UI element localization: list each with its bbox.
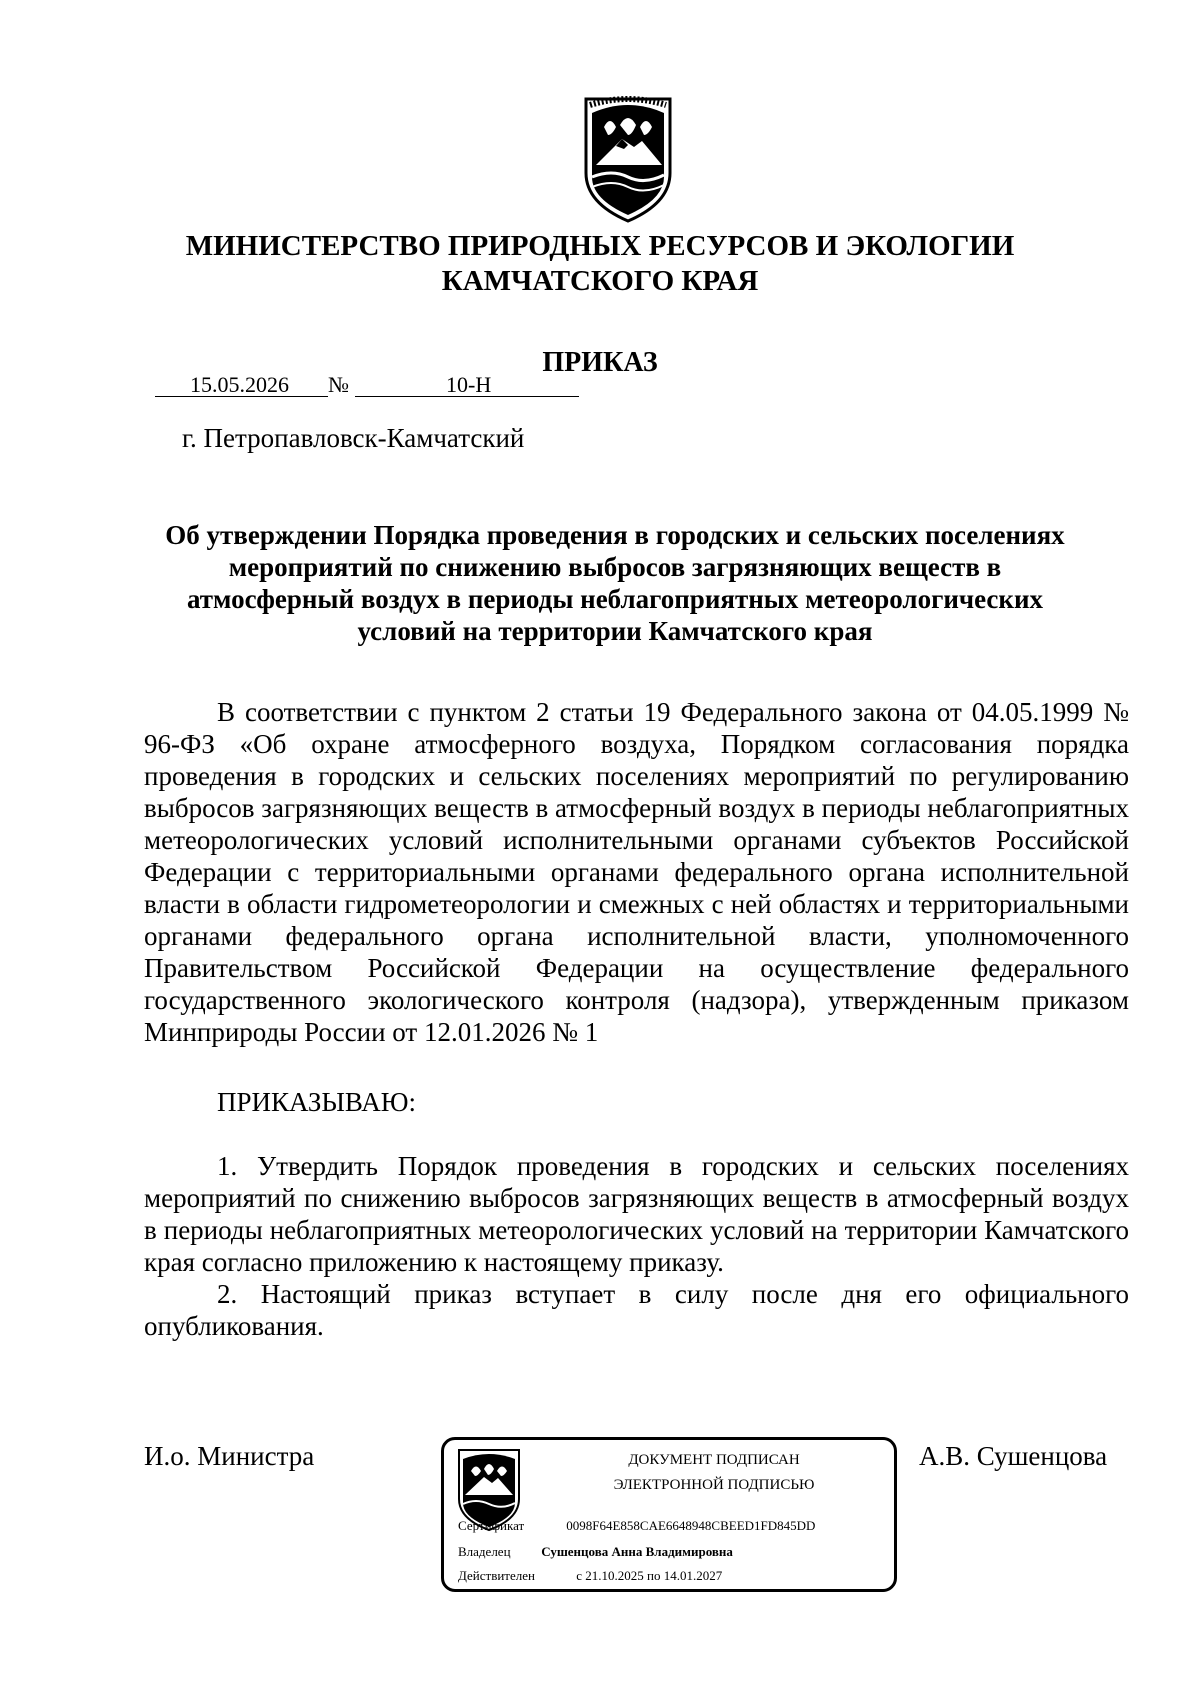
stamp-title-line: ДОКУМЕНТ ПОДПИСАН — [628, 1452, 800, 1468]
certificate-label: Сертификат — [458, 1518, 525, 1533]
validity-value: с 21.10.2025 по 14.01.2027 — [576, 1568, 723, 1583]
kamchatka-coat-of-arms-emblem — [582, 95, 674, 225]
stamp-certificate-row — [458, 1518, 815, 1534]
ministry-name-line2: КАМЧАТСКОГО КРАЯ — [441, 265, 759, 297]
document-type-title: ПРИКАЗ — [542, 347, 658, 378]
stamp-owner-row — [458, 1544, 733, 1560]
owner-label: Владелец — [458, 1544, 511, 1559]
signatory-name: А.В. Сушенцова — [919, 1441, 1108, 1471]
order-subject — [150, 519, 1080, 647]
subject-line: условий на территории Камчатского края — [357, 616, 873, 646]
date-number-row — [0, 372, 700, 402]
order-item-2: 2. Настоящий приказ вступает в силу после дня его официального опубликования. — [144, 1279, 1129, 1341]
subject-line: мероприятий по снижению выбросов загрязняющих веществ в — [228, 552, 1002, 582]
order-number: 10-Н — [446, 372, 492, 397]
order-date: 15.05.2026 — [190, 372, 289, 397]
stamp-title — [544, 1448, 884, 1498]
stamp-validity-row — [458, 1568, 722, 1584]
preamble-paragraph: В соответствии с пунктом 2 статьи 19 Федерального закона от 04.05.1999 № 96-ФЗ «Об охране атмосферного воздуха, Порядком согласования порядка проведения в городских и сельских поселениях мероприятий по регулированию выбросов загрязняющих веществ в атмосферный воздух в периоды неблагоприятных метеорологических условий исполнительными органами субъектов Российской Федерации с территориальными органами федерального органа исполнительной власти в области гидрометеорологии и смежных с ней областях и территориальными органами федерального органа исполнительной власти, уполномоченного Правительством Российской Федерации на осуществление федерального государственного экологического контроля (надзора), утвержденным приказом Минприроды России от 12.01.2026 № 1 — [144, 697, 1129, 1047]
stamp-title-line: ЭЛЕКТРОННОЙ ПОДПИСЬЮ — [613, 1477, 815, 1493]
certificate-value: 0098F64E858CAE6648948CBEED1FD845DD — [566, 1518, 816, 1533]
city-name: г. Петропавловск-Камчатский — [182, 423, 525, 453]
electronic-signature-stamp — [441, 1437, 897, 1592]
number-sign: № — [328, 372, 349, 397]
signatory-position: И.о. Министра — [144, 1441, 315, 1471]
order-word: ПРИКАЗЫВАЮ: — [217, 1087, 416, 1117]
validity-label: Действителен — [458, 1568, 535, 1583]
owner-value: Сушенцова Анна Владимировна — [541, 1544, 733, 1559]
ministry-name-line1: МИНИСТЕРСТВО ПРИРОДНЫХ РЕСУРСОВ И ЭКОЛОГИИ — [185, 230, 1015, 262]
order-item-1: 1. Утвердить Порядок проведения в городских и сельских поселениях мероприятий по снижению выбросов загрязняющих веществ в атмосферный воздух в периоды неблагоприятных метеорологических условий на территории Камчатского края согласно приложению к настоящему приказу. — [144, 1151, 1129, 1277]
subject-line: Об утверждении Порядка проведения в городских и сельских поселениях — [165, 520, 1065, 550]
subject-line: атмосферный воздух в периоды неблагоприятных метеорологических — [186, 584, 1044, 614]
